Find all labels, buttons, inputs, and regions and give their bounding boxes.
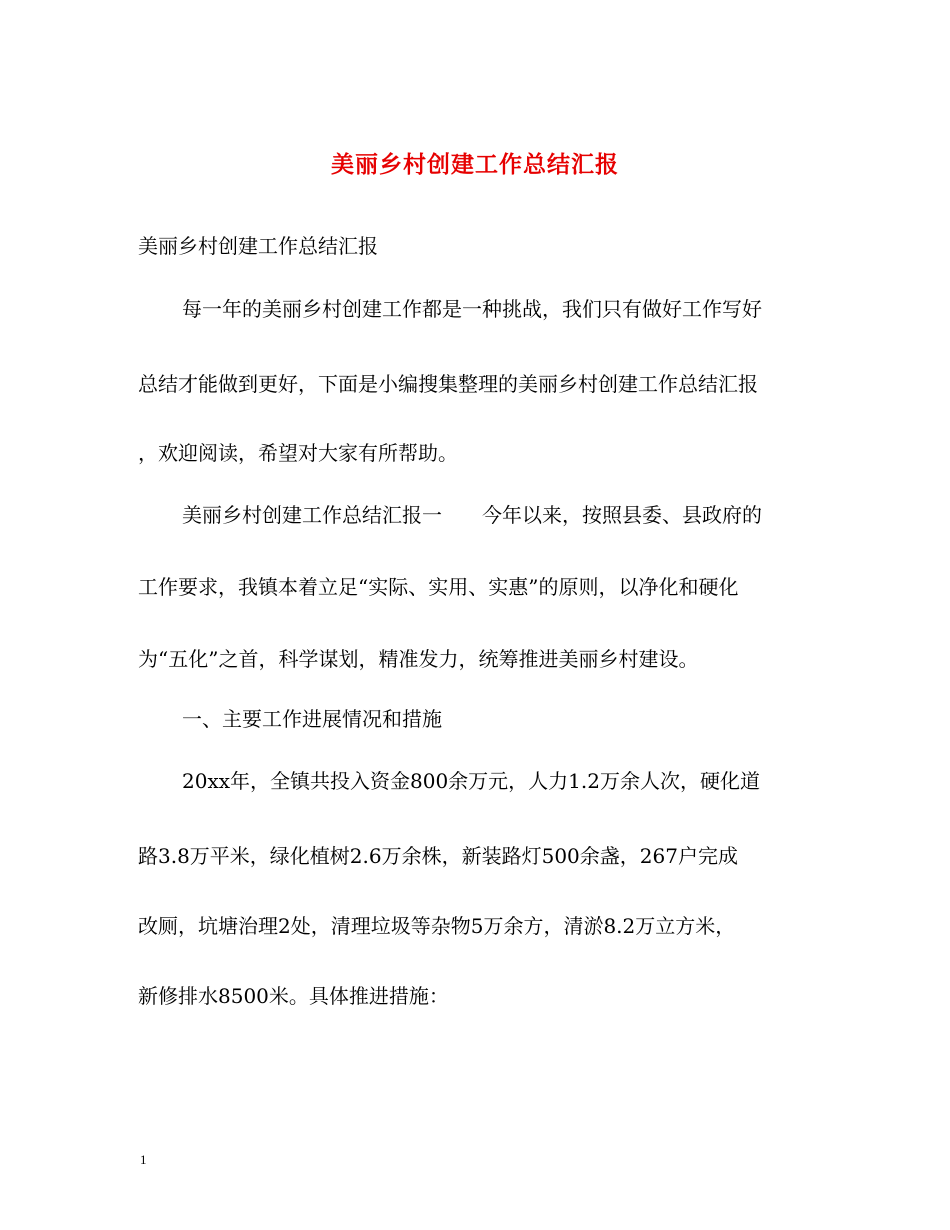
- paragraph-line: 路3.8万平米，绿化植树2.6万余株，新装路灯500余盏，267户完成: [138, 844, 738, 868]
- paragraph-line: 总结才能做到更好，下面是小编搜集整理的美丽乡村创建工作总结汇报: [138, 372, 758, 396]
- paragraph-line: 新修排水8500米。具体推进措施：: [138, 984, 449, 1008]
- section-heading: 一、主要工作进展情况和措施: [182, 707, 442, 731]
- paragraph-line: 每一年的美丽乡村创建工作都是一种挑战，我们只有做好工作写好: [182, 297, 762, 321]
- subtitle-line: 美丽乡村创建工作总结汇报: [138, 234, 378, 258]
- document-title: 美丽乡村创建工作总结汇报: [331, 151, 619, 178]
- paragraph-line: 美丽乡村创建工作总结汇报一 今年以来，按照县委、县政府的: [182, 503, 762, 527]
- paragraph-line: 20xx年，全镇共投入资金800余万元，人力1.2万余人次，硬化道: [182, 769, 760, 793]
- paragraph-line: 为“五化”之首，科学谋划，精准发力，统筹推进美丽乡村建设。: [138, 647, 699, 671]
- paragraph-line: 改厕，坑塘治理2处，清理垃圾等杂物5万余方，清淤8.2万立方米，: [138, 914, 736, 938]
- paragraph-line: ，欢迎阅读，希望对大家有所帮助。: [138, 441, 458, 465]
- paragraph-line: 工作要求，我镇本着立足“实际、实用、实惠”的原则，以净化和硬化: [138, 575, 739, 599]
- page-number: 1: [140, 1152, 147, 1167]
